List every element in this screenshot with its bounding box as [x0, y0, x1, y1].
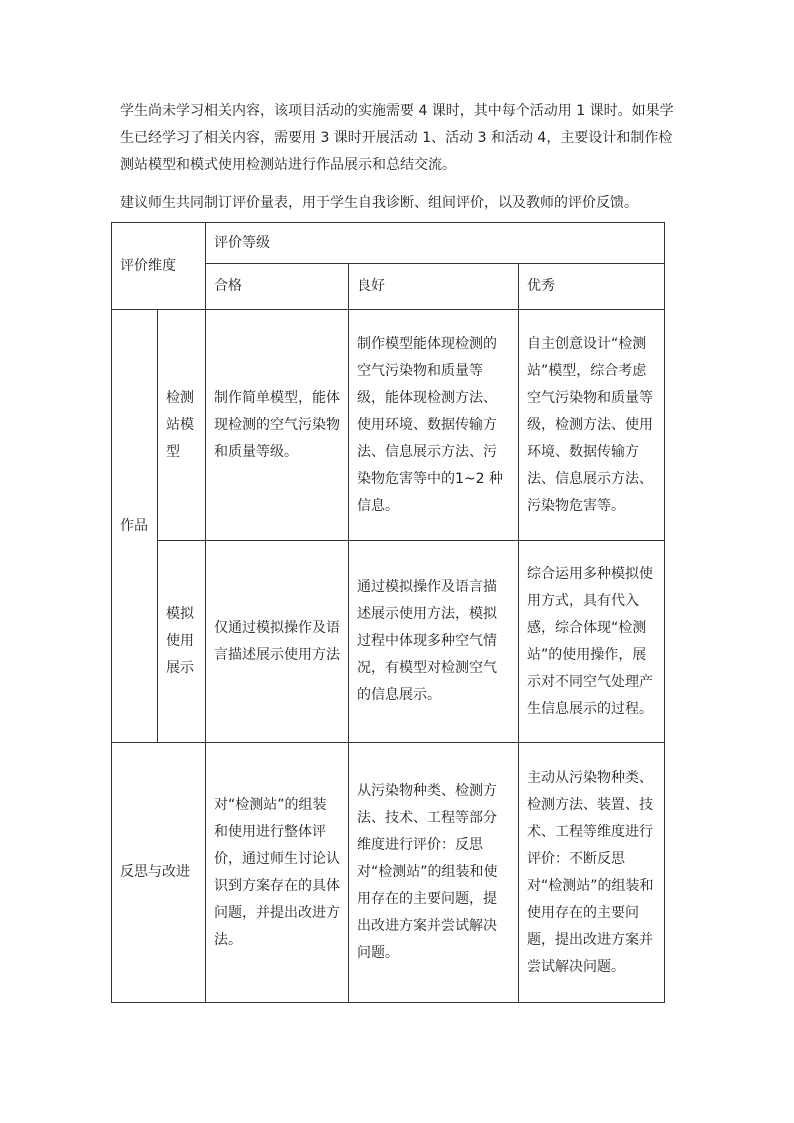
row-sub-label: 检测站模型: [158, 310, 206, 541]
dimension-header: 评价维度: [112, 223, 206, 310]
level-excellent-header: 优秀: [519, 264, 665, 310]
cell-pass: 制作简单模型，能体现检测的空气污染物和质量等级。: [206, 310, 349, 541]
cell-pass: 对“检测站”的组装和使用进行整体评价，通过师生讨论认识到方案存在的具体问题，并提出改进方法。: [206, 743, 349, 1003]
cell-good: 制作模型能体现检测的空气污染物和质量等级，能体现检测方法、使用环境、数据传输方法、信息展示方法、污染物危害等中的1~2 种信息。: [349, 310, 519, 541]
header-row-1: [112, 223, 665, 264]
intro-paragraph-1: 学生尚未学习相关内容，该项目活动的实施需要 4 课时，其中每个活动用 1 课时。如果学生已经学习了相关内容，需要用 3 课时开展活动 1、活动 3 和活动 4，主要设计和制作检测站模型和模式使用检测站进行作品展示和总结交流。: [120, 103, 674, 173]
cell-excellent: 主动从污染物种类、检测方法、装置、技术、工程等维度进行评价：不断反思对“检测站”的组装和使用存在的主要问题，提出改进方案并尝试解决问题。: [519, 743, 665, 1003]
cell-excellent: 自主创意设计“检测站”模型，综合考虑空气污染物和质量等级，检测方法、使用环境、数据传输方法、信息展示方法、污染物危害等。: [519, 310, 665, 541]
table-row: [112, 743, 665, 1003]
cell-good: 通过模拟操作及语言描述展示使用方法，模拟过程中体现多种空气情况，有模型对检测空气的信息展示。: [349, 541, 519, 743]
level-pass-header: 合格: [206, 264, 349, 310]
group-works-label: 作品: [112, 310, 158, 743]
table-row: [112, 541, 665, 743]
evaluation-rubric-table: [111, 222, 665, 1003]
table-row: [112, 310, 665, 541]
level-header: 评价等级: [206, 223, 665, 264]
row-sub-label: 模拟使用展示: [158, 541, 206, 743]
cell-excellent: 综合运用多种模拟使用方式，具有代入感，综合体现“检测站”的使用操作，展示对不同空气处理产生信息展示的过程。: [519, 541, 665, 743]
level-good-header: 良好: [349, 264, 519, 310]
cell-good: 从污染物种类、检测方法、技术、工程等部分维度进行评价：反思对“检测站”的组装和使用存在的主要问题，提出改进方案并尝试解决问题。: [349, 743, 519, 1003]
reflection-label: 反思与改进: [112, 743, 206, 1003]
cell-pass: 仅通过模拟操作及语言描述展示使用方法: [206, 541, 349, 743]
intro-paragraph-2: 建议师生共同制订评价量表，用于学生自我诊断、组间评价，以及教师的评价反馈。: [120, 195, 638, 211]
